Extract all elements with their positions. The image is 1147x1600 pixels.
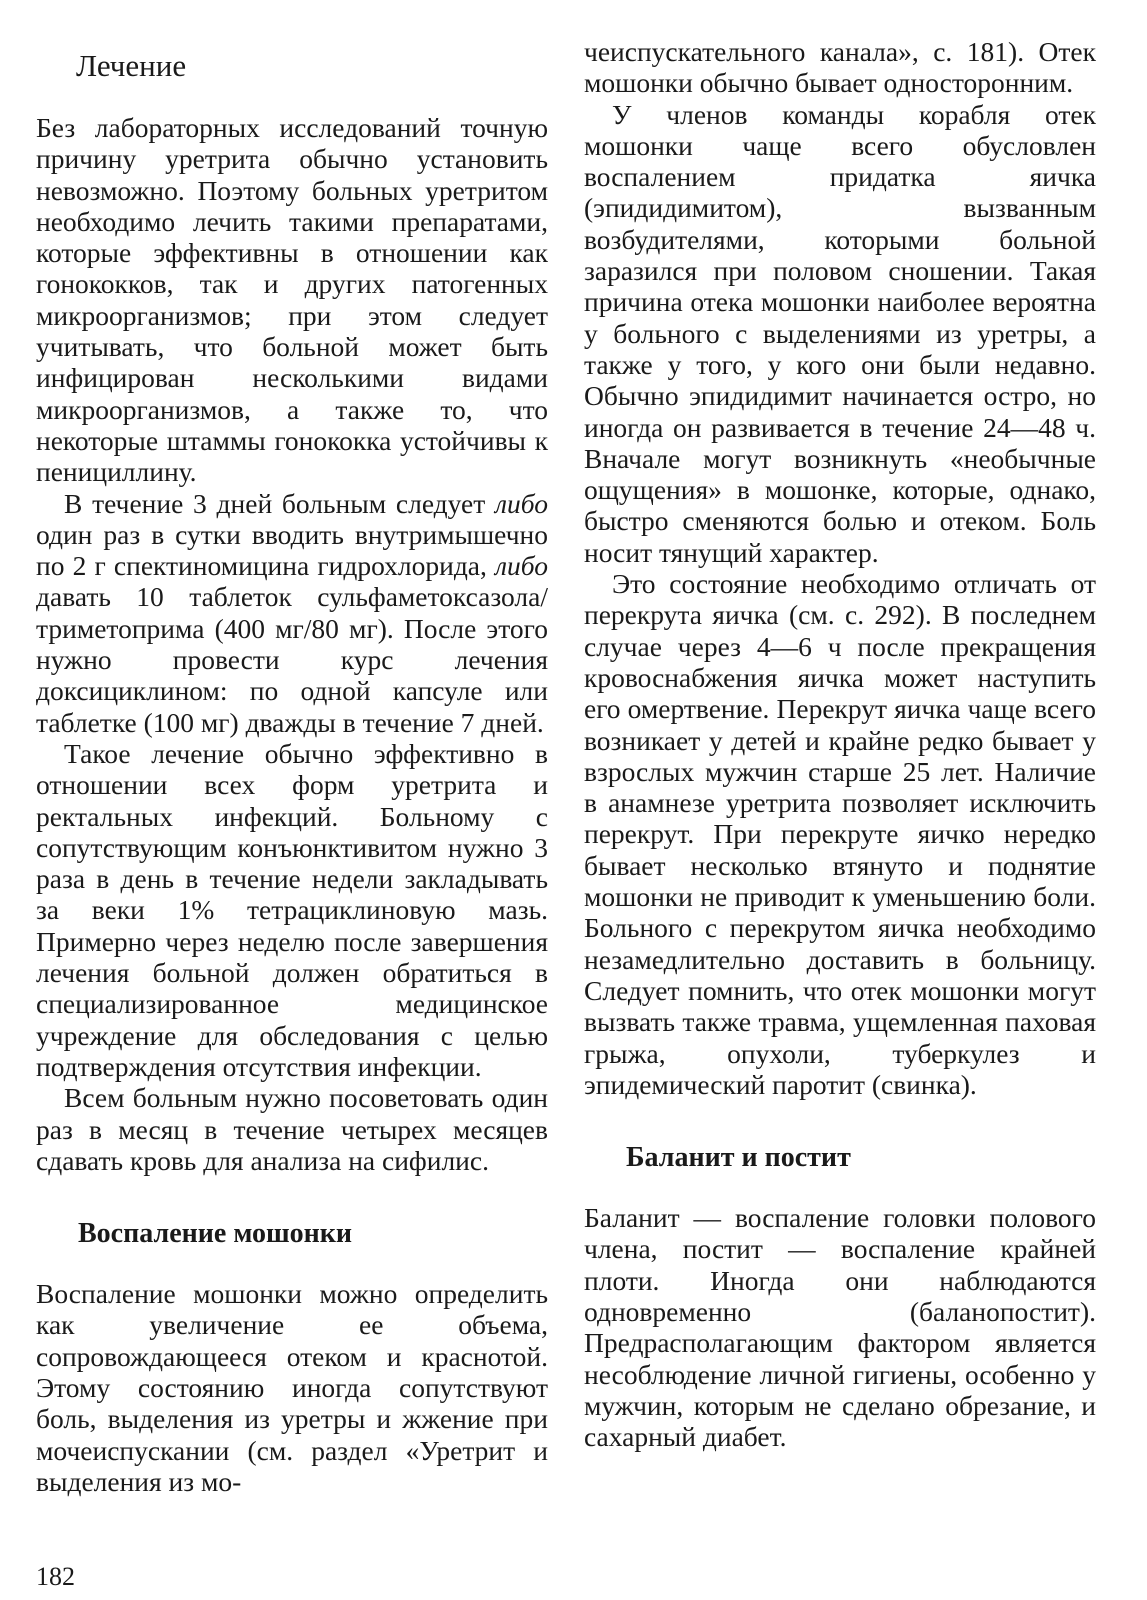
paragraph-scrotum-definition: Воспаление мошонки можно определить как увеличение ее объема, сопровождающееся отеком и краснотой. Этому состоянию иногда сопутствуют боль, выделения из уретры и жжение при мочеиспускании (см. раздел «Уретрит и выделения из мо- — [36, 1278, 548, 1497]
right-column — [584, 36, 1096, 1452]
paragraph-testicular-torsion: Это состояние необходимо отличать от перекрута яичка (см. с. 292). В последнем случае через 4—6 ч после прекращения кровоснабжения яичка может наступить его омертвение. Перекрут яичка чаще всего возникает у детей и крайне редко бывает у взрослых мужчин старше 25 лет. Наличие в анамнезе уретрита позволяет исключить перекрут. При перекруте яичко нередко бывает несколько втянуто и поднятие мошонки не приводит к уменьшению боли. Больного с перекрутом яичка необходимо незамедлительно доставить в больницу. Следует помнить, что отек мошонки могут вызвать также травма, ущемленная паховая грыжа, опухоли, туберкулез и эпидемический паротит (свинка). — [584, 568, 1096, 1100]
text-fragment: В течение 3 дней больным следует — [64, 487, 496, 519]
emphasis-either: либо — [495, 487, 548, 519]
paragraph-epididymitis: У членов команды корабля отек мошонки чаще всего обусловлен воспалением придатка яичка (эпидидимитом), вызванным возбудителями, которыми больной заразился при половом сношении. Такая причина отека мошонки наиболее вероятна у больного с выделениями из уретры, а также у того, у кого они были недавно. Обычно эпидидимит начинается остро, но иногда он развивается в течение 24—48 ч. Вначале могут возникнуть «необычные ощущения» в мошонке, которые, однако, быстро сменяются болью и отеком. Боль носит тянущий характер. — [584, 98, 1096, 568]
paragraph-syphilis-test: Всем больным нужно посоветовать один раз в месяц в течение четырех месяцев сдавать кровь для анализа на сифилис. — [36, 1082, 548, 1176]
text-fragment: один раз в сутки вводить внутримышечно по 2 г спектиномицина гидрохлорида, — [36, 518, 548, 582]
heading-scrotum-inflammation: Воспаление мошонки — [78, 1218, 353, 1250]
paragraph-treatment-effect: Такое лечение обычно эффективно в отношении всех форм уретрита и ректальных инфекций. Больному с сопутствующим конъюнктивитом нужно 3 раза в день в течение недели закладывать за веки 1% тетрациклиновую мазь. Примерно через неделю после завершения лечения больной должен обратиться в специализированное медицинское учреждение для обследования с целью подтверждения отсутствия инфекции. — [36, 737, 548, 1082]
emphasis-or: либо — [495, 550, 548, 582]
paragraph-treatment-intro: Без лабораторных исследований точную причину уретрита обычно установить невозможно. Поэтому больных уретритом необходимо лечить такими препаратами, которые эффективны в отношении как гонококков, так и других патогенных микроорганизмов; при этом следует учитывать, что больной может быть инфицирован несколькими видами микроорганизмов, а также то, что некоторые штаммы гонококка устойчивы к пенициллину. — [36, 112, 548, 488]
paragraph-scrotum-continued: чеиспускательного канала», с. 181). Отек мошонки обычно бывает односторонним. — [584, 36, 1096, 99]
heading-treatment: Лечение — [76, 48, 187, 83]
left-column — [36, 36, 548, 1497]
heading-balanitis: Баланит и постит — [626, 1142, 851, 1174]
paragraph-balanitis: Баланит — воспаление головки полового члена, постит — воспаление крайней плоти. Иногда они наблюдаются одновременно (баланопостит). Предрасполагающим фактором является несоблюдение личной гигиены, особенно у мужчин, которым не сделано обрезание, и сахарный диабет. — [584, 1202, 1096, 1453]
text-fragment: давать 10 таблеток сульфаметоксазола/триметоприма (400 мг/80 мг). После этого нужно провести курс лечения доксициклином: по одной капсуле или таблетке (100 мг) дважды в течение 7 дней. — [36, 581, 548, 738]
paragraph-treatment-regimen — [36, 488, 548, 738]
page-number: 182 — [36, 1562, 75, 1591]
